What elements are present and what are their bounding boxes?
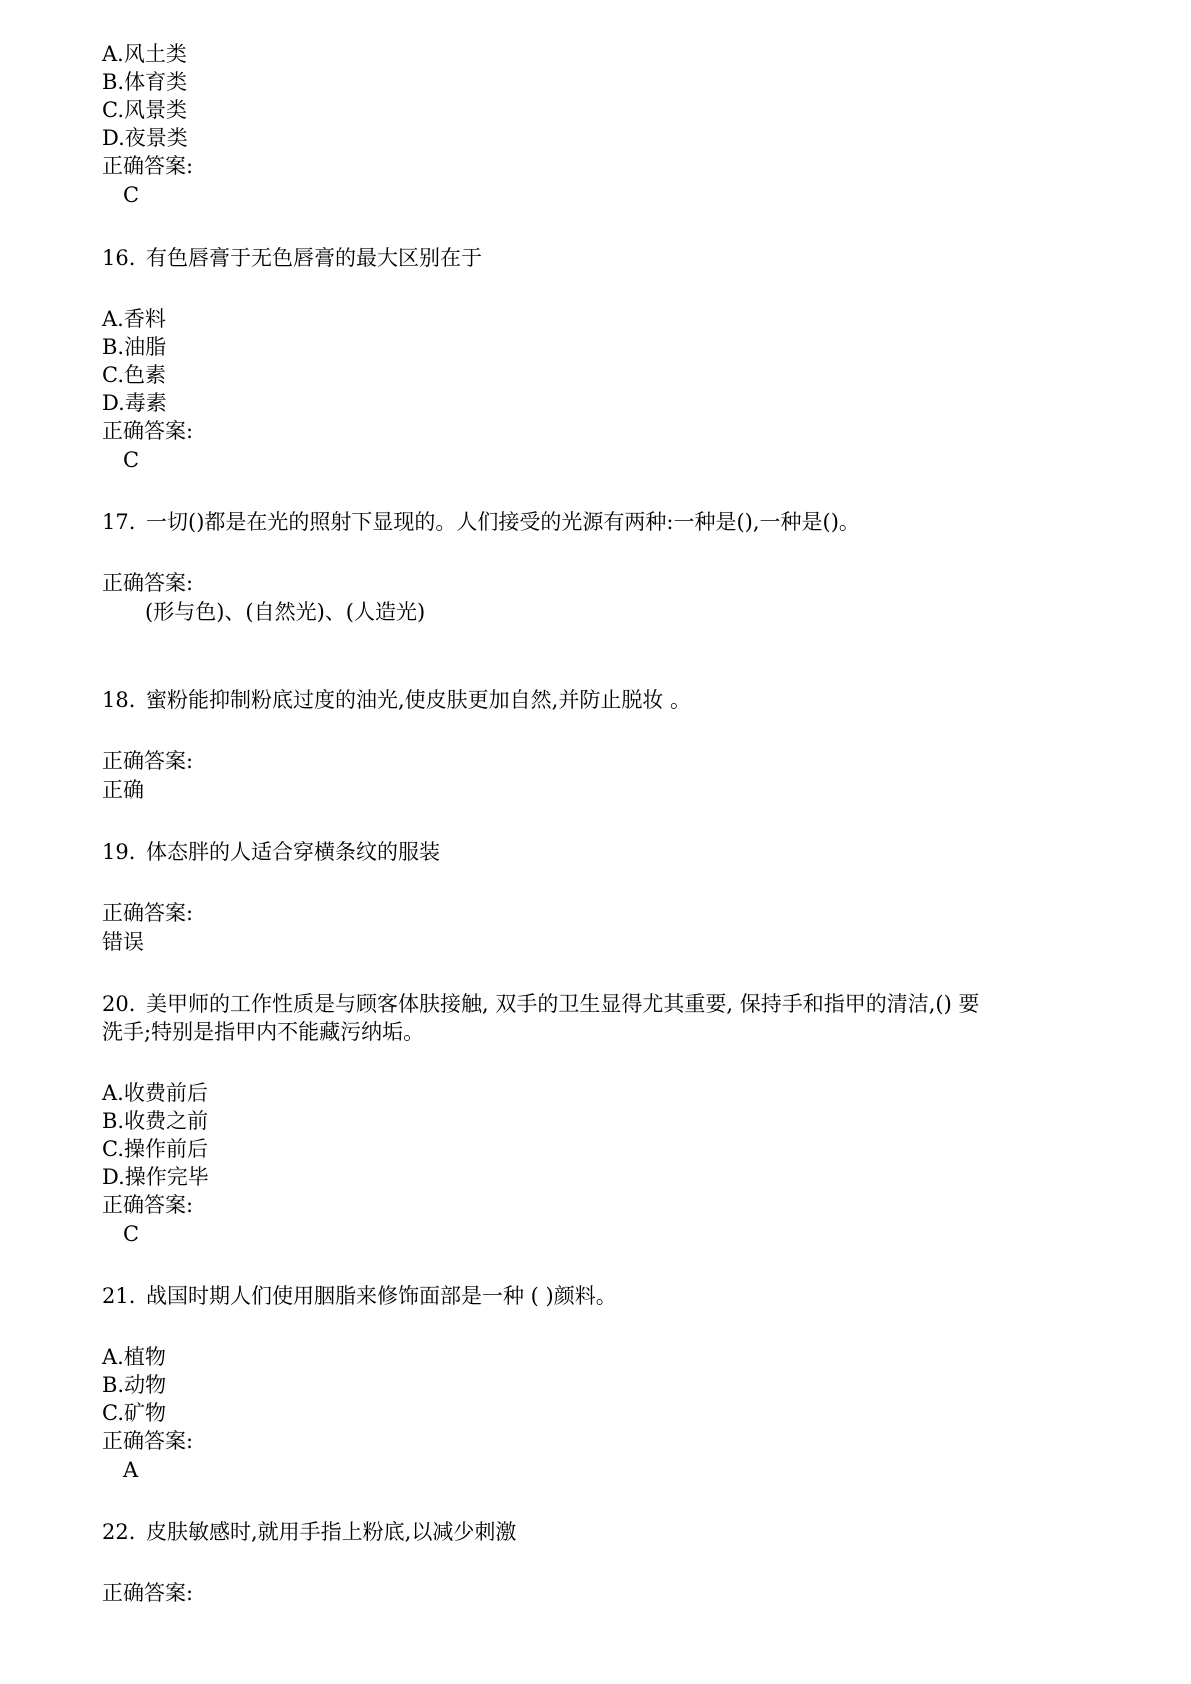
q18-answer-label: 正确答案: (102, 749, 194, 773)
q20-option-a: A.收费前后 (102, 1081, 208, 1105)
q19-answer: 错误 (102, 930, 144, 954)
q20-text-line1: 美甲师的工作性质是与顾客体肤接触, 双手的卫生显得尤其重要, 保持手和指甲的清洁,() 要 (146, 992, 980, 1016)
q20-text-line2: 洗手;特别是指甲内不能藏污纳垢。 (102, 1020, 425, 1044)
q20-option-d: D.操作完毕 (102, 1165, 209, 1189)
q21-stem (102, 1282, 617, 1310)
q17-number: 17. (102, 510, 136, 534)
q21-option-c: C.矿物 (102, 1401, 166, 1425)
q17-text: 一切()都是在光的照射下显现的。人们接受的光源有两种:一种是(),一种是()。 (146, 510, 860, 534)
q18-stem (102, 686, 691, 714)
q17-answer-label: 正确答案: (102, 571, 194, 595)
q21-text: 战国时期人们使用胭脂来修饰面部是一种 ( )颜料。 (146, 1284, 617, 1308)
q16-answer: C (123, 448, 140, 472)
q19-stem (102, 838, 440, 866)
q19-number: 19. (102, 840, 136, 864)
q22-answer-label: 正确答案: (102, 1581, 194, 1605)
prev-option-d: D.夜景类 (102, 126, 188, 150)
q20-answer-label: 正确答案: (102, 1193, 194, 1217)
prev-option-c: C.风景类 (102, 98, 187, 122)
q18-answer: 正确 (102, 778, 144, 802)
q18-text: 蜜粉能抑制粉底过度的油光,使皮肤更加自然,并防止脱妆 。 (146, 688, 692, 712)
q19-answer-label: 正确答案: (102, 901, 194, 925)
prev-answer: C (123, 183, 140, 207)
q17-stem (102, 508, 860, 536)
q22-text: 皮肤敏感时,就用手指上粉底,以减少刺激 (146, 1520, 517, 1544)
q16-option-c: C.色素 (102, 363, 166, 387)
q18-number: 18. (102, 688, 136, 712)
q21-option-a: A.植物 (102, 1345, 166, 1369)
q16-option-a: A.香料 (102, 307, 166, 331)
q20-answer: C (123, 1222, 140, 1246)
q20-stem-line1 (102, 990, 979, 1018)
q21-answer-label: 正确答案: (102, 1429, 194, 1453)
q19-text: 体态胖的人适合穿横条纹的服装 (146, 840, 440, 864)
q21-option-b: B.动物 (102, 1373, 167, 1397)
q22-number: 22. (102, 1520, 136, 1544)
prev-option-a: A.风土类 (102, 42, 187, 66)
q22-stem (102, 1518, 516, 1546)
q16-option-d: D.毒素 (102, 391, 167, 415)
q16-stem (102, 244, 482, 272)
q20-option-c: C.操作前后 (102, 1137, 208, 1161)
q16-answer-label: 正确答案: (102, 419, 194, 443)
q16-text: 有色唇膏于无色唇膏的最大区别在于 (146, 246, 482, 270)
q16-number: 16. (102, 246, 136, 270)
q17-answer: (形与色)、(自然光)、(人造光) (145, 600, 426, 624)
q16-option-b: B.油脂 (102, 335, 167, 359)
prev-answer-label: 正确答案: (102, 154, 194, 178)
q21-number: 21. (102, 1284, 136, 1308)
q20-option-b: B.收费之前 (102, 1109, 209, 1133)
q20-number: 20. (102, 992, 136, 1016)
prev-option-b: B.体育类 (102, 70, 188, 94)
q21-answer: A (123, 1458, 139, 1482)
